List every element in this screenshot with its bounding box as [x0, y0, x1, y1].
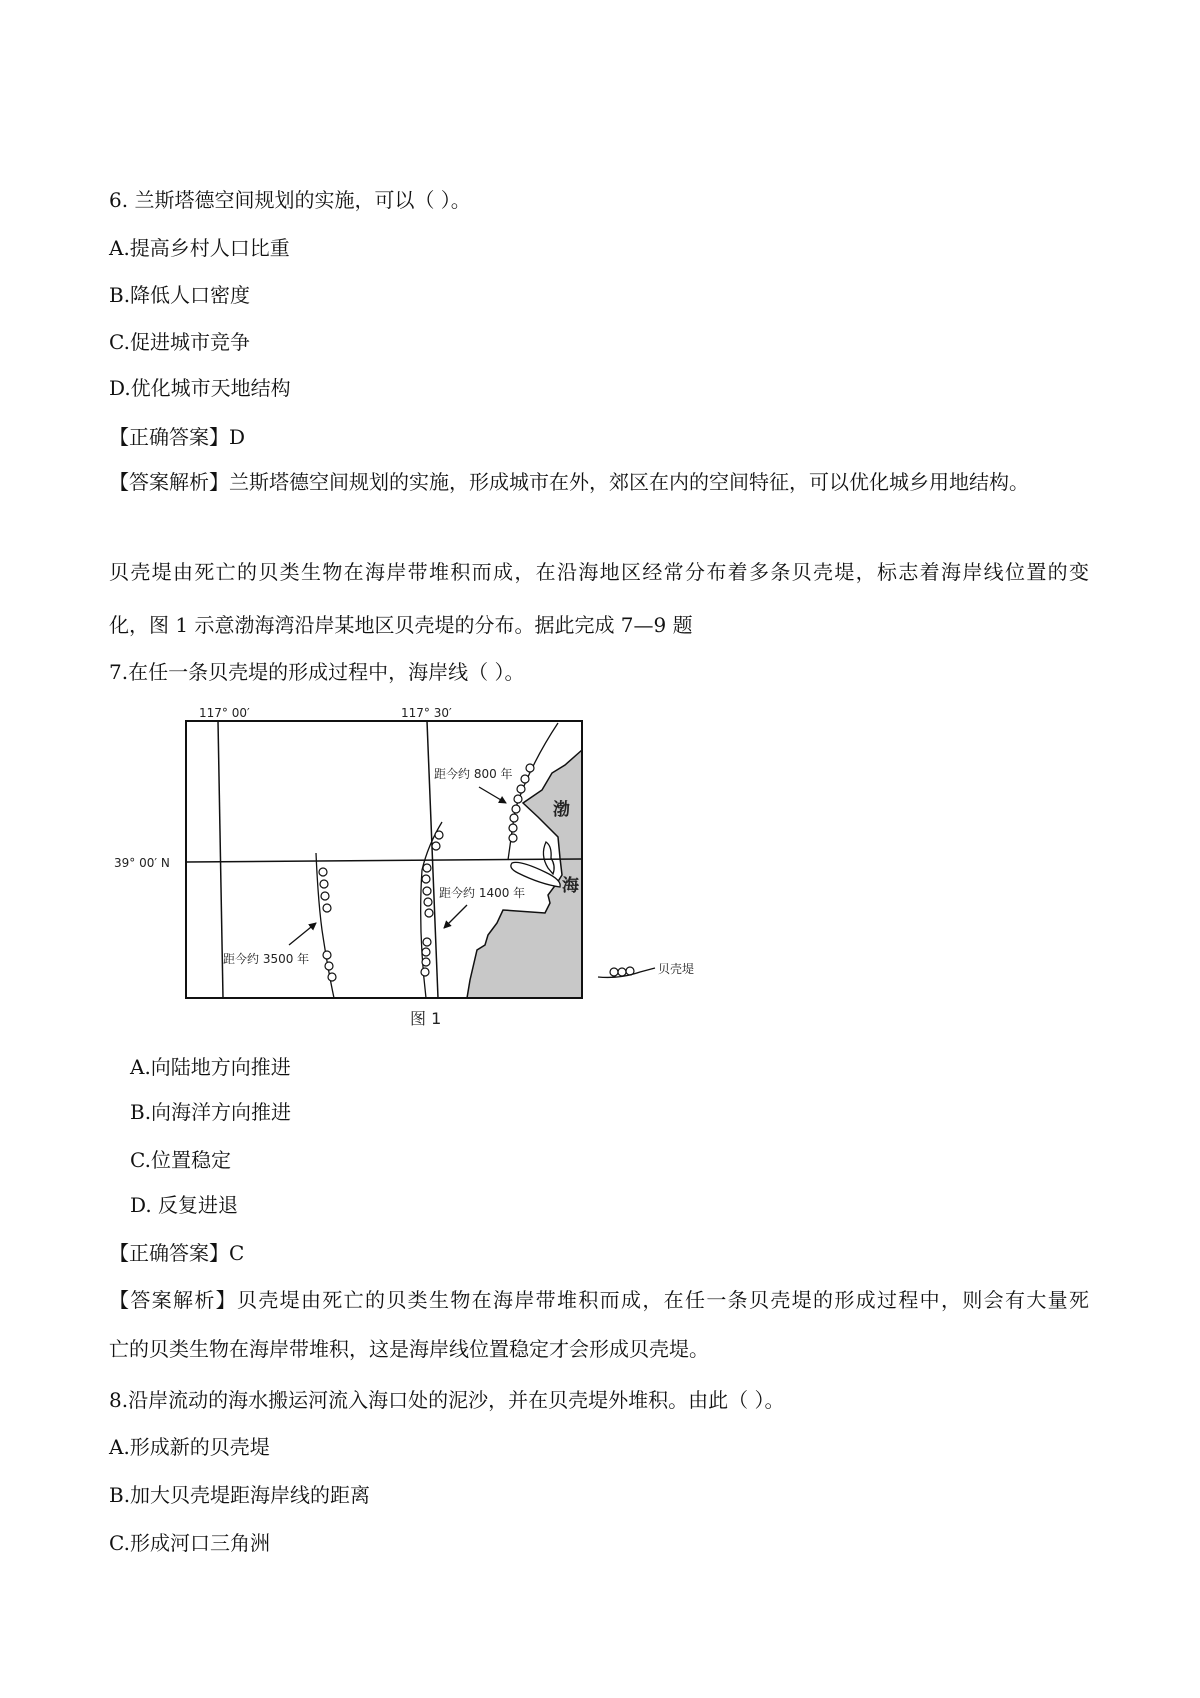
q6-option-c: C.促进城市竞争 [109, 330, 250, 354]
lon-label-117-30: 117° 30′ [401, 706, 452, 720]
shell-symbol [509, 824, 517, 832]
shell-symbol [509, 834, 517, 842]
q7-stem: 7.在任一条贝壳堤的形成过程中，海岸线（ ）。 [109, 660, 525, 684]
q7-option-a: A.向陆地方向推进 [130, 1055, 291, 1079]
q6-answer: 【正确答案】D [109, 425, 246, 449]
q6-option-d: D.优化城市天地结构 [109, 376, 291, 400]
shell-symbol [435, 831, 443, 839]
passage-line-1: 贝壳堤由死亡的贝类生物在海岸带堆积而成，在沿海地区经常分布着多条贝壳堤，标志着海岸线位置的变 [109, 560, 1089, 584]
q8-stem: 8.沿岸流动的海水搬运河流入海口处的泥沙，并在贝壳堤外堆积。由此（ ）。 [109, 1388, 785, 1412]
shell-symbol [521, 775, 529, 783]
arrow-3500 [289, 923, 316, 945]
legend-shell-ridge-icon [598, 967, 655, 977]
q7-answer: 【正确答案】C [109, 1241, 245, 1265]
shell-symbol [323, 951, 331, 959]
shell-symbol [526, 764, 534, 772]
q8-option-a: A.形成新的贝壳堤 [109, 1435, 270, 1459]
shell-symbol [510, 814, 518, 822]
shell-symbol [422, 948, 430, 956]
legend-label: 贝壳堤 [658, 962, 695, 976]
q8-option-b: B.加大贝壳堤距海岸线的距离 [109, 1483, 371, 1507]
shell-symbol [423, 938, 431, 946]
shell-symbol [424, 898, 432, 906]
label-3500-years: 距今约 3500 年 [223, 952, 310, 966]
label-800-years: 距今约 800 年 [434, 767, 513, 781]
q6-stem: 6. 兰斯塔德空间规划的实施，可以（ ）。 [109, 188, 471, 212]
shell-symbol [423, 887, 431, 895]
shell-symbol [319, 868, 327, 876]
q7-option-c: C.位置稳定 [130, 1148, 231, 1172]
lat-label-39-00: 39° 00′ N [114, 856, 170, 870]
shell-symbol [321, 892, 329, 900]
sea-label-hai: 海 [562, 876, 579, 896]
arrow-1400 [444, 905, 467, 928]
shell-symbol [422, 875, 430, 883]
shell-ridge-map [100, 700, 720, 1030]
shell-symbol [325, 962, 333, 970]
shell-symbol [328, 973, 336, 981]
q6-option-a: A.提高乡村人口比重 [109, 236, 290, 260]
shell-symbol [422, 958, 430, 966]
shell-symbol [432, 842, 440, 850]
q7-option-b: B.向海洋方向推进 [130, 1100, 292, 1124]
q8-option-c: C.形成河口三角洲 [109, 1531, 270, 1555]
parallel-39-00 [186, 859, 582, 862]
q6-option-b: B.降低人口密度 [109, 283, 251, 307]
q7-analysis-line-1: 【答案解析】贝壳堤由死亡的贝类生物在海岸带堆积而成，在任一条贝壳堤的形成过程中，则会有大量死 [109, 1288, 1089, 1312]
lon-label-117-00: 117° 00′ [199, 706, 250, 720]
island-loop [543, 842, 554, 874]
shell-symbol [323, 904, 331, 912]
shell-symbol [320, 880, 328, 888]
shell-symbol [514, 795, 522, 803]
q7-analysis-line-2: 亡的贝类生物在海岸带堆积，这是海岸线位置稳定才会形成贝壳堤。 [109, 1337, 709, 1361]
sea-label-bo: 渤 [553, 800, 570, 820]
shell-symbol [512, 805, 520, 813]
shell-symbol [421, 968, 429, 976]
arrow-800 [479, 787, 506, 803]
q7-option-d: D. 反复进退 [130, 1193, 239, 1217]
shell-symbol [517, 785, 525, 793]
shell-symbol [425, 909, 433, 917]
label-1400-years: 距今约 1400 年 [439, 886, 526, 900]
q6-analysis: 【答案解析】兰斯塔德空间规划的实施，形成城市在外，郊区在内的空间特征，可以优化城乡用地结构。 [109, 470, 1029, 494]
shell-symbol [423, 864, 431, 872]
figure-caption: 图 1 [410, 1009, 442, 1028]
passage-line-2: 化，图 1 示意渤海湾沿岸某地区贝壳堤的分布。据此完成 7—9 题 [109, 613, 693, 637]
